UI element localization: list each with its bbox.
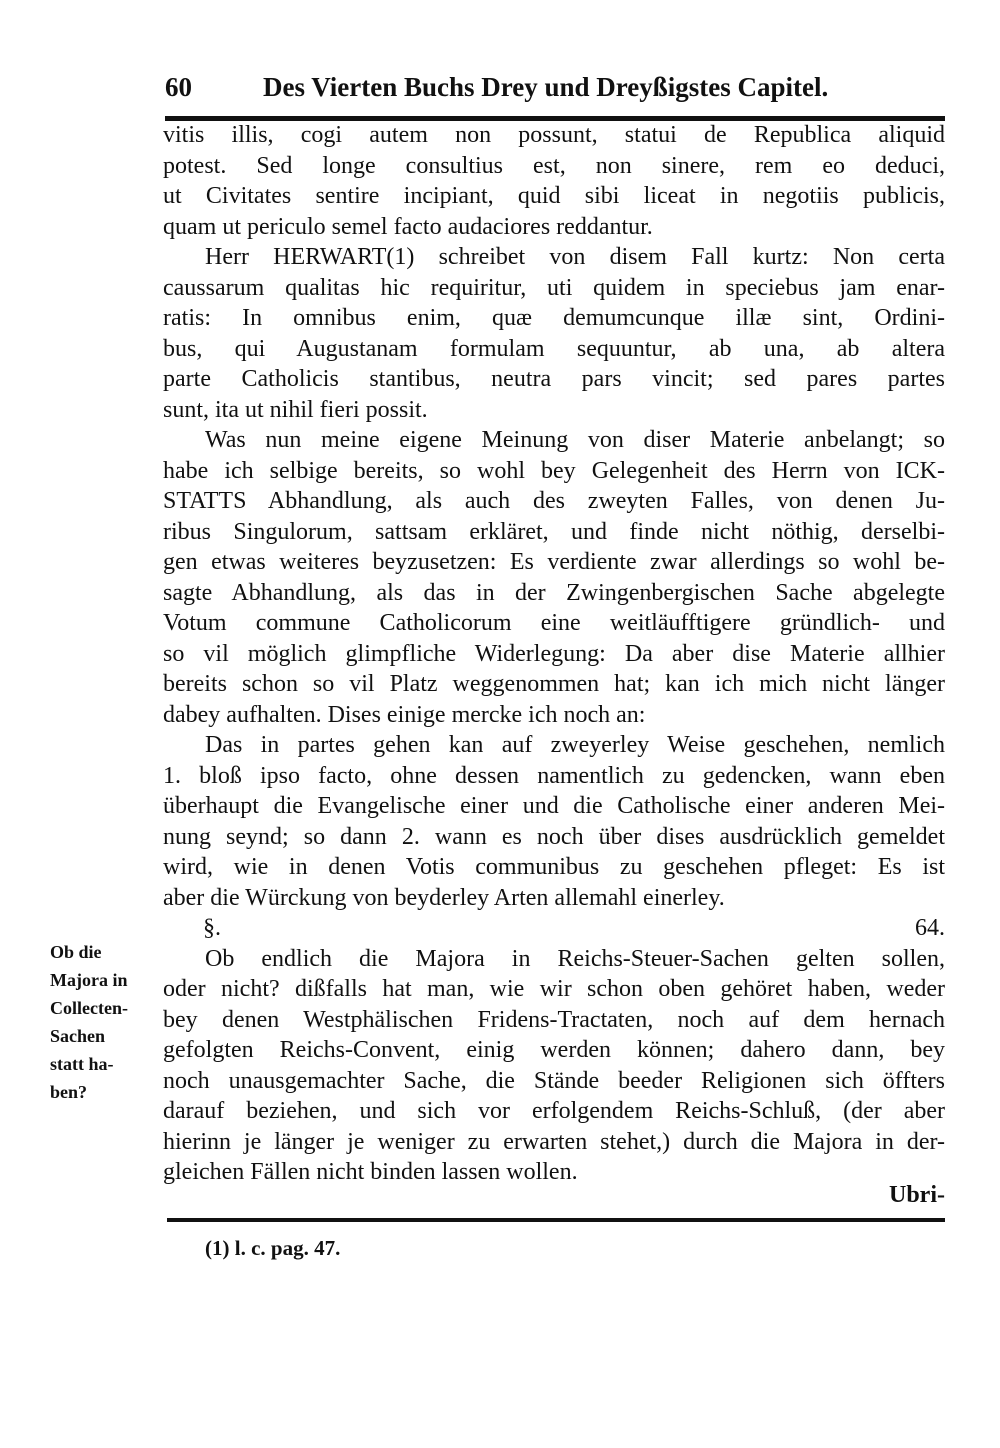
text-line: bus, qui Augustanam formulam sequuntur, ab una, ab altera xyxy=(163,335,945,362)
text-line: caussarum qualitas hic requiritur, uti quidem in speciebus jam enar- xyxy=(163,274,945,301)
text-line: sagte Abhandlung, als das in der Zwingenbergischen Sache abgelegte xyxy=(163,579,945,606)
footnote-rule xyxy=(167,1218,945,1222)
margin-note-line: Majora in xyxy=(50,970,128,990)
running-title: Des Vierten Buchs Drey und Dreyßigstes Capitel. xyxy=(263,72,829,102)
text-line: nung seynd; so dann 2. wann es noch über dises ausdrücklich gemeldet xyxy=(163,823,945,850)
footnote: (1) l. c. pag. 47. xyxy=(205,1236,341,1260)
text-line: Was nun meine eigene Meinung von diser Materie anbelangt; so xyxy=(205,427,945,453)
text-line: sunt, ita ut nihil fieri possit. xyxy=(163,396,428,423)
text-line: Ob endlich die Majora in Reichs-Steuer-Sachen gelten sollen, xyxy=(205,945,945,972)
text-line: gen etwas weiteres beyzusetzen: Es verdiente zwar allerdings so wohl be- xyxy=(163,549,945,575)
text-line: hierinn je länger je weniger zu erwarten stehet,) durch die Majora in der- xyxy=(163,1128,945,1155)
page-number: 60 xyxy=(165,72,192,102)
text-line: ut Civitates sentire incipiant, quid sibi liceat in negotiis publicis, xyxy=(163,183,945,209)
text-line: noch unausgemachter Sache, die Stände beeder Religionen sich öffters xyxy=(163,1067,945,1094)
text-line: ratis: In omnibus enim, quæ demumcunque illæ sint, Ordini- xyxy=(163,305,945,331)
margin-note-line: Sachen xyxy=(50,1026,106,1046)
text-line: vitis illis, cogi autem non possunt, statui de Republica aliquid xyxy=(163,122,945,148)
text-line: bey denen Westphälischen Fridens-Tractaten, noch auf dem hernach xyxy=(163,1006,945,1033)
page-header xyxy=(165,72,945,108)
text-line: ribus Singulorum, sattsam erkläret, und finde nicht nöthig, derselbi- xyxy=(163,518,945,545)
text-line: potest. Sed longe consultius est, non sinere, rem eo deduci, xyxy=(163,152,945,179)
margin-note-line: ben? xyxy=(50,1082,88,1102)
text-line: darauf beziehen, und sich vor erfolgendem Reichs-Schluß, (der aber xyxy=(163,1098,945,1124)
text-line: Das in partes gehen kan auf zweyerley Weise geschehen, nemlich xyxy=(205,732,945,758)
margin-note-line: Ob die xyxy=(50,942,102,962)
text-line: quam ut periculo semel facto audaciores reddantur. xyxy=(163,213,653,240)
text-line: Votum commune Catholicorum eine weitläufftigere gründlich- und xyxy=(163,610,945,636)
text-line: so vil möglich glimpfliche Widerlegung: Da aber dise Materie allhier xyxy=(163,640,945,667)
text-line: oder nicht? dißfalls hat man, wie wir schon oben gehöret haben, weder xyxy=(163,976,945,1002)
text-line: habe ich selbige bereits, so wohl bey Gelegenheit des Herrn von ICK- xyxy=(163,457,945,484)
text-line: 1. bloß ipso facto, ohne dessen namentlich zu gedencken, wann eben xyxy=(163,762,945,789)
text-line: gefolgten Reichs-Convent, einig werden können; dahero dann, bey xyxy=(163,1037,945,1063)
text-line: Herr HERWART(1) schreibet von disem Fall kurtz: Non certa xyxy=(205,244,945,270)
margin-note xyxy=(50,938,158,1106)
margin-note-line: Collecten- xyxy=(50,998,128,1018)
text-line: parte Catholicis stantibus, neutra pars vincit; sed pares partes xyxy=(163,366,945,392)
text-line: aber die Würckung von beyderley Arten allemahl einerley. xyxy=(163,884,725,911)
section-heading: §. 64. xyxy=(203,915,945,941)
text-line: dabey aufhalten. Dises einige mercke ich noch an: xyxy=(163,701,646,728)
text-line: STATTS Abhandlung, als auch des zweyten Falles, von denen Ju- xyxy=(163,488,945,514)
text-line: bereits schon so vil Platz weggenommen hat; kan ich mich nicht länger xyxy=(163,671,945,697)
text-line: überhaupt die Evangelische einer und die Catholische einer anderen Mei- xyxy=(163,793,945,819)
margin-note-line: statt ha- xyxy=(50,1054,114,1074)
catchword: Ubri- xyxy=(889,1182,945,1208)
text-line: gleichen Fällen nicht binden lassen wollen. xyxy=(163,1159,578,1185)
text-line: wird, wie in denen Votis communibus zu geschehen pfleget: Es ist xyxy=(163,854,945,880)
main-text xyxy=(163,120,945,1188)
